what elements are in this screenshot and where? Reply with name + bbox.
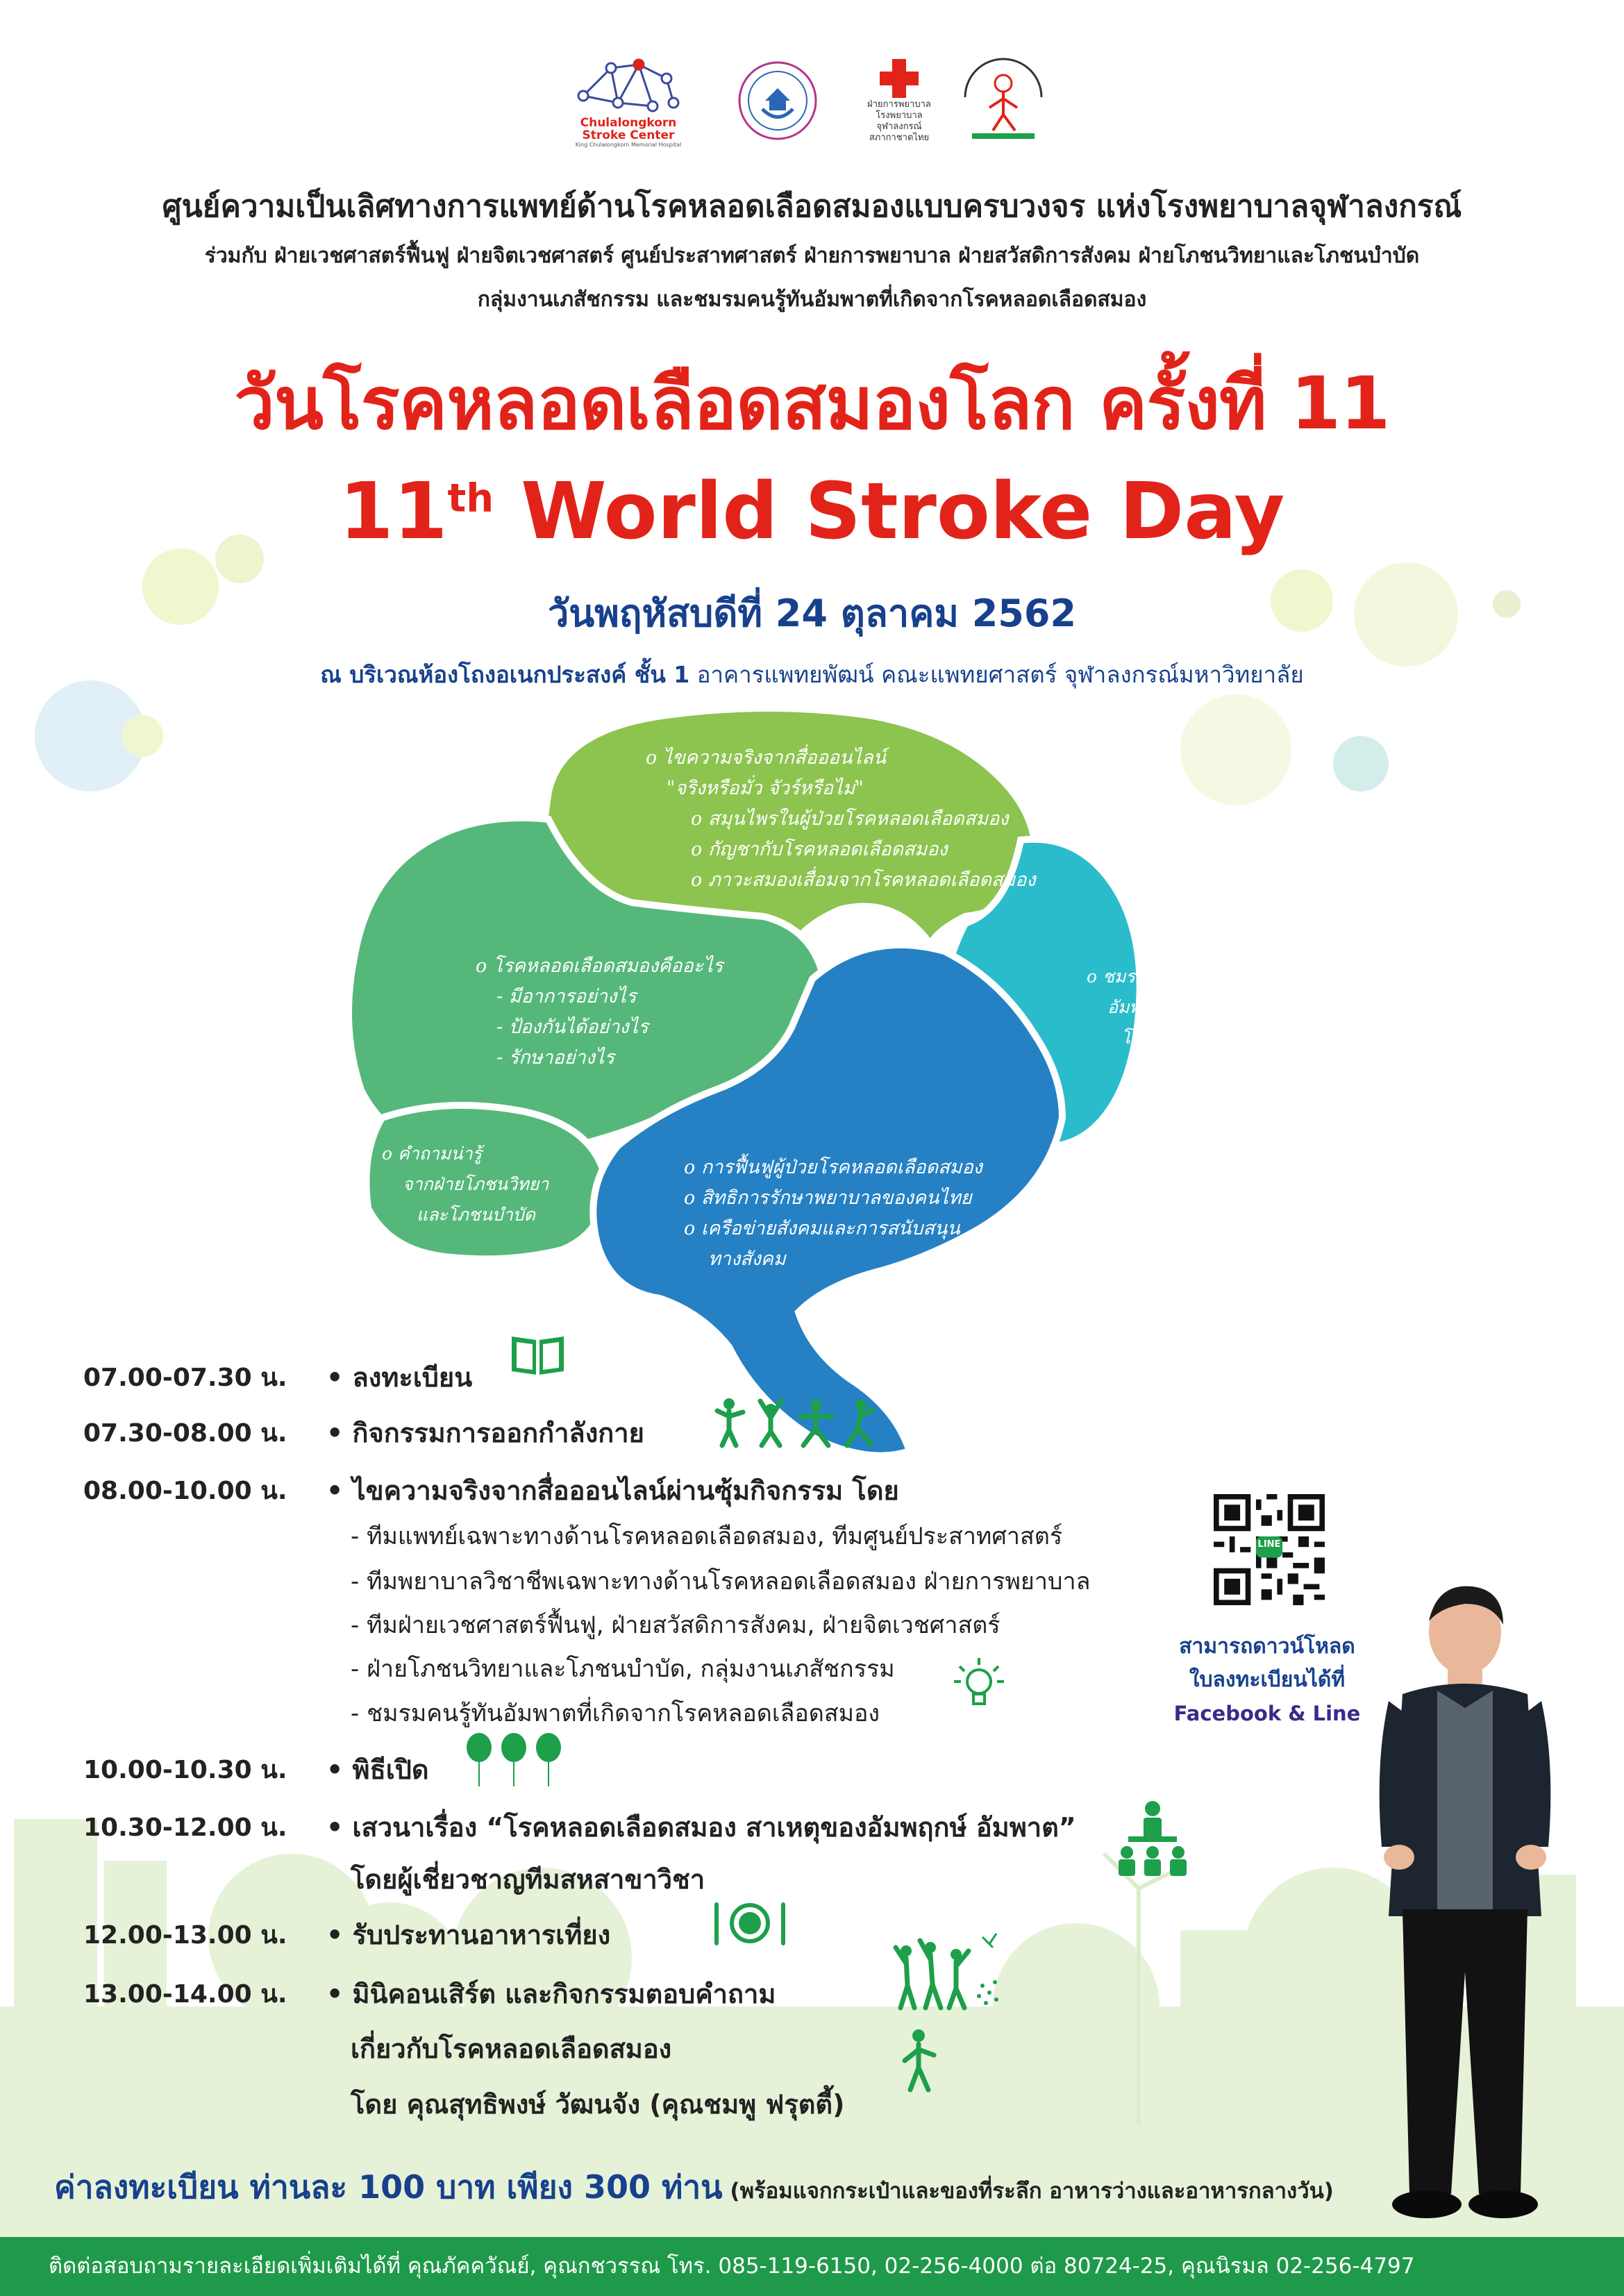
- qr-caption-line1: สามารถดาวน์โหลด: [1179, 1634, 1355, 1659]
- exercise-icon: [712, 1396, 878, 1451]
- title-english: [0, 467, 1624, 557]
- brain-bottom-item: o สิทธิการรักษาพยาบาลของคนไทย: [684, 1187, 972, 1209]
- balloons-icon: [462, 1732, 573, 1788]
- brain-network-icon: [569, 54, 687, 117]
- title-thai: วันโรคหลอดเลือดสมองโลก ครั้งที่ 11: [234, 361, 1390, 446]
- brain-left-item: - ป้องกันได้อย่างไร: [496, 1016, 648, 1038]
- red-cross-icon: [878, 58, 920, 99]
- brain-bottom-item: o เครือข่ายสังคมและการสนับสนุน: [684, 1218, 960, 1239]
- schedule-time: 10.30-12.00 น.: [83, 1813, 287, 1842]
- organizer-line: ศูนย์ความเป็นเลิศทางการแพทย์ด้านโรคหลอดเลือดสมองแบบครบวงจร แห่งโรงพยาบาลจุฬาลงกรณ์: [162, 189, 1462, 224]
- singer-icon: [899, 2027, 941, 2093]
- qr-caption-line3: Facebook & Line: [1173, 1702, 1361, 1725]
- schedule-subitem: - ชมรมคนรู้ทันอัมพาตที่เกิดจากโรคหลอดเลือดสมอง: [351, 1700, 880, 1727]
- brain-bottom-item: o การฟื้นฟูผู้ป่วยโรคหลอดเลือดสมอง: [684, 1157, 982, 1178]
- brain-right-line: สมอง: [1156, 1058, 1197, 1078]
- schedule-time: 10.00-10.30 น.: [83, 1756, 287, 1784]
- brain-top-heading: o ไขความจริงจากสื่อออนไลน์: [646, 747, 887, 769]
- nursing-logo-line3: สภากาชาดไทย: [869, 133, 930, 143]
- schedule-subitem: - ทีมพยาบาลวิชาชีพเฉพาะทางด้านโรคหลอดเลือดสมอง ฝ่ายการพยาบาล: [351, 1568, 1091, 1595]
- schedule-continuation: โดย คุณสุทธิพงษ์ วัฒนจัง (คุณชมพู ฟรุตตี้): [351, 2089, 845, 2120]
- schedule-subitem: - ทีมฝ่ายเวชศาสตร์ฟื้นฟู, ฝ่ายสวัสดิการสังคม, ฝ่ายจิตเวชศาสตร์: [351, 1611, 1001, 1639]
- stroke-club-logo: [955, 49, 1052, 153]
- schedule-time: 07.30-08.00 น.: [83, 1419, 287, 1448]
- brain-right-line: o ชมรมคนรู้ทัน: [1087, 966, 1203, 987]
- fee-details: (พร้อมแจกกระเป๋าและของที่ระลึก อาหารว่างและอาหารกลางวัน): [722, 2179, 1334, 2204]
- social-welfare-logo: [733, 49, 823, 153]
- lightbulb-icon: [951, 1652, 1007, 1715]
- line-badge: LINE: [1257, 1539, 1281, 1550]
- schedule-time: 12.00-13.00 น.: [83, 1921, 287, 1950]
- brain-top-item: o สมุนไพรในผู้ป่วยโรคหลอดเลือดสมอง: [691, 808, 1009, 830]
- schedule-item: • เสวนาเรื่อง “โรคหลอดเลือดสมอง สาเหตุของอัมพฤกษ์ อัมพาต”: [326, 1812, 1076, 1843]
- brain-bottom-item: ทางสังคม: [708, 1248, 786, 1270]
- schedule-time: 08.00-10.00 น.: [83, 1477, 287, 1505]
- nursing-department-logo: [854, 49, 944, 153]
- decor-bubble: [1333, 736, 1389, 791]
- brain-bottom-left-text: [382, 1139, 549, 1230]
- schedule-item: • รับประทานอาหารเที่ยง: [326, 1920, 611, 1950]
- brain-top-item: o กัญชากับโรคหลอดเลือดสมอง: [691, 839, 948, 860]
- schedule-item: • พิธีเปิด: [326, 1754, 429, 1785]
- brain-left-heading: o โรคหลอดเลือดสมองคืออะไร: [476, 955, 723, 977]
- seminar-icon: [1114, 1798, 1191, 1878]
- brain-right-line: อัมพาตที่เกิดจาก: [1107, 997, 1232, 1017]
- logo-sub2: King Chulalongkorn Memorial Hospital: [575, 141, 682, 148]
- partners-line-2: กลุ่มงานเภสัชกรรม และชมรมคนรู้ทันอัมพาตที่เกิดจากโรคหลอดเลือดสมอง: [477, 287, 1147, 312]
- brain-bottom-left-line: จากฝ่ายโภชนวิทยา: [403, 1174, 549, 1194]
- brain-left-item: - รักษาอย่างไร: [496, 1047, 614, 1069]
- brain-left-text: [476, 951, 723, 1073]
- registration-fee: [54, 2162, 1334, 2213]
- venue-rest: อาคารแพทยพัฒน์ คณะแพทยศาสตร์ จุฬาลงกรณ์มหาวิทยาลัย: [689, 661, 1304, 688]
- schedule-continuation: เกี่ยวกับโรคหลอดเลือดสมอง: [351, 2034, 672, 2064]
- footer-contact: ติดต่อสอบถามรายละเอียดเพิ่มเติมได้ที่ คุณภัคควัณย์, คุณกชวรรณ โทร. 085-119-6150, 02-256-4000 ต่อ 80724-25, คุณนิรมล 02-256-4797: [49, 2254, 1415, 2279]
- schedule-item: • กิจกรรมการออกกำลังกาย: [326, 1418, 644, 1448]
- footer-bar: [0, 2237, 1624, 2296]
- logo-sub: Stroke Center: [582, 128, 675, 142]
- schedule-subitem: - ทีมแพทย์เฉพาะทางด้านโรคหลอดเลือดสมอง, ทีมศูนย์ประสาทศาสตร์: [351, 1523, 1063, 1550]
- schedule-item: • ไขความจริงจากสื่อออนไลน์ผ่านซุ้มกิจกรรม โดย: [326, 1475, 899, 1506]
- presenter-photo: [1361, 1583, 1569, 2229]
- title-english-suffix: th: [447, 476, 494, 521]
- book-icon: [508, 1330, 567, 1378]
- dining-icon: [708, 1899, 792, 1947]
- nursing-logo-line1: ฝ่ายการพยาบาล: [867, 99, 931, 110]
- concert-icon: [892, 1930, 1003, 2013]
- event-venue: [0, 656, 1624, 693]
- schedule-time: 13.00-14.00 น.: [83, 1980, 287, 2009]
- title-english-rest: World Stroke Day: [494, 467, 1285, 557]
- brain-top-item: o ภาวะสมองเสื่อมจากโรคหลอดเลือดสมอง: [691, 869, 1036, 891]
- schedule-continuation: โดยผู้เชี่ยวชาญทีมสหสาขาวิชา: [351, 1864, 705, 1895]
- title-english-number: 11: [339, 467, 448, 557]
- brain-bottom-left-line: o คำถามน่ารู้: [382, 1143, 482, 1164]
- nursing-logo-line2: โรงพยาบาลจุฬาลงกรณ์: [876, 110, 923, 132]
- brain-top-text: [646, 743, 1036, 896]
- schedule-item: • ลงทะเบียน: [326, 1362, 473, 1393]
- brain-right-text: [1087, 962, 1234, 1084]
- brain-bottom-left-line: และโภชนบำบัด: [417, 1205, 535, 1225]
- logo-name: Chulalongkorn: [580, 115, 677, 130]
- qr-caption: [1139, 1630, 1396, 1730]
- partners-line-1: ร่วมกับ ฝ่ายเวชศาสตร์ฟื้นฟู ฝ่ายจิตเวชศาสตร์ ศูนย์ประสาทศาสตร์ ฝ่ายการพยาบาล ฝ่ายสวัสดิการสังคม ฝ่ายโภชนวิทยาและโภชนบำบัด: [204, 244, 1420, 268]
- schedule-item: • มินิคอนเสิร์ต และกิจกรรมตอบคำถาม: [326, 1979, 776, 2009]
- venue-bold: ณ บริเวณห้องโถงอเนกประสงค์ ชั้น 1: [320, 661, 690, 688]
- decor-bubble: [122, 715, 163, 757]
- stroke-center-logo: [542, 49, 715, 153]
- brain-left-item: - มีอาการอย่างไร: [496, 986, 637, 1007]
- event-date: วันพฤหัสบดีที่ 24 ตุลาคม 2562: [547, 592, 1077, 635]
- schedule-time: 07.00-07.30 น.: [83, 1364, 287, 1392]
- brain-top-quote: "จริงหรือมั่ว จัวร์หรือไม่": [667, 778, 864, 799]
- qr-caption-line2: ใบลงทะเบียนได้ที่: [1189, 1668, 1346, 1692]
- brain-bottom-text: [684, 1153, 982, 1275]
- schedule-subitem: - ฝ่ายโภชนวิทยาและโภชนบำบัด, กลุ่มงานเภสัชกรรม: [351, 1655, 895, 1683]
- brain-right-line: โรคหลอดเลือด: [1121, 1028, 1234, 1048]
- fee-bold: ค่าลงทะเบียน ท่านละ 100 บาท เพียง 300 ท่าน: [54, 2168, 723, 2206]
